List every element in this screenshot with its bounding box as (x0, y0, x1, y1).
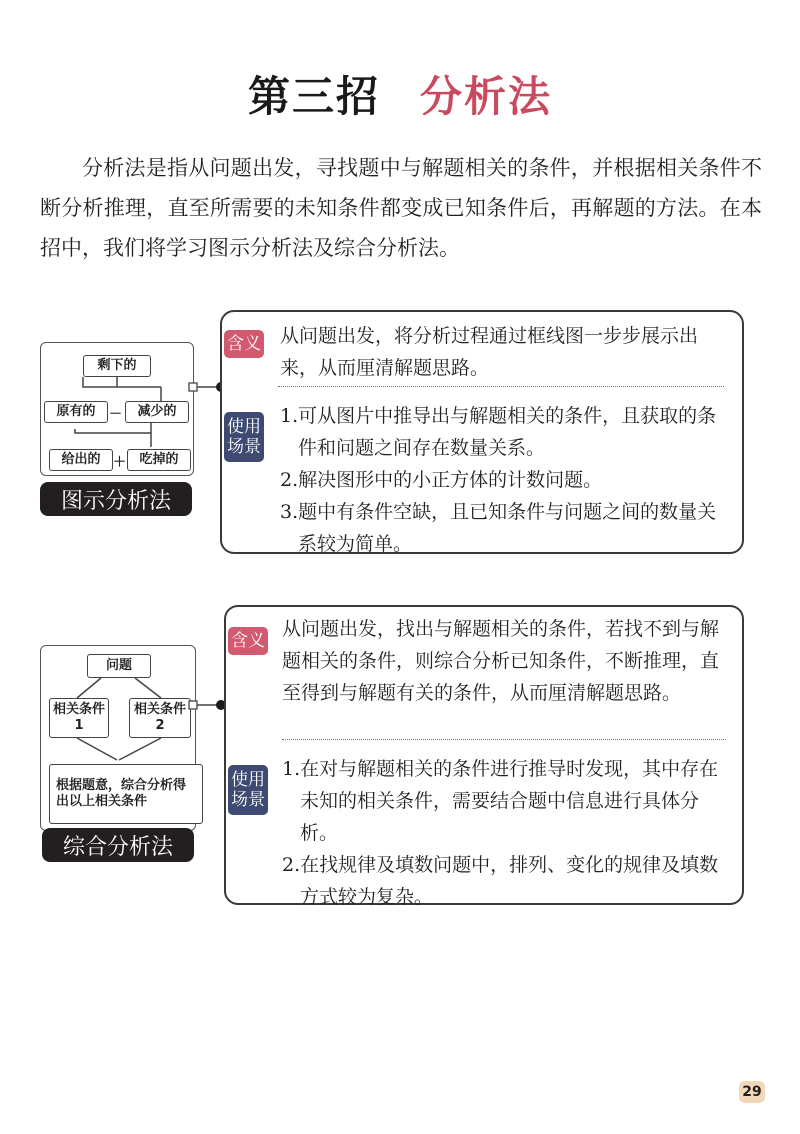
usage-item: 1.在对与解题相关的条件进行推导时发现，其中存在未知的相关条件，需要结合题中信息进行具体分析。 (282, 758, 719, 844)
box-condition-1: 相关条件 1 (49, 698, 109, 738)
intro-paragraph: 分析法是指从问题出发，寻找题中与解题相关的条件，并根据相关条件不断分析推理，直至所需要的未知条件都变成已知条件后，再解题的方法。在本招中，我们将学习图示分析法及综合分析法。 (40, 156, 762, 260)
box-remaining: 剩下的 (83, 355, 151, 377)
method1-usage-list (280, 400, 730, 560)
method2-card (224, 605, 744, 908)
box-given: 给出的 (49, 449, 113, 471)
usage-tag-label: 使用场景 (227, 417, 261, 457)
diagram-method2 (40, 645, 196, 831)
method1-card (220, 310, 744, 554)
usage-item: 1.可从图片中推导出与解题相关的条件，且获取的条件和问题之间存在数量关系。 (280, 405, 717, 459)
box-reduced: 减少的 (125, 401, 189, 423)
box-question: 问题 (87, 654, 151, 678)
meaning-tag: 含义 (228, 627, 268, 655)
method2-usage-list (282, 753, 730, 913)
box-original: 原有的 (44, 401, 108, 423)
method2-name-badge: 综合分析法 (42, 828, 194, 862)
chapter-number: 第三招 (247, 72, 380, 121)
page-title (0, 64, 800, 124)
usage-tag (228, 765, 268, 815)
chapter-name: 分析法 (420, 72, 553, 121)
minus-sign: － (109, 407, 123, 422)
box-condition-2: 相关条件 2 (129, 698, 191, 738)
usage-tag (224, 412, 264, 462)
usage-item: 2.解决图形中的小正方体的计数问题。 (280, 469, 603, 491)
separator (282, 739, 726, 740)
separator (278, 386, 724, 387)
method2-meaning: 从问题出发，找出与解题相关的条件，若找不到与解题相关的条件，则综合分析已知条件，不断推理，直至得到与解题有关的条件，从而厘清解题思路。 (282, 618, 720, 704)
diagram-method1 (40, 342, 194, 476)
method1-meaning: 从问题出发，将分析过程通过框线图一步步展示出来，从而厘清解题思路。 (280, 325, 699, 379)
box-eaten: 吃掉的 (127, 449, 191, 471)
usage-tag-label: 使用场景 (231, 770, 265, 810)
meaning-tag: 含义 (224, 330, 264, 358)
usage-item: 3.题中有条件空缺，且已知条件与问题之间的数量关系较为简单。 (280, 501, 717, 555)
page-number: 29 (739, 1081, 765, 1103)
usage-item: 2.在找规律及填数问题中，排列、变化的规律及填数方式较为复杂。 (282, 854, 719, 908)
connector-line-2 (188, 699, 228, 713)
method1-name-badge: 图示分析法 (40, 482, 192, 516)
plus-sign: ＋ (113, 455, 127, 470)
box-synthesis: 根据题意，综合分析得出以上相关条件 (49, 764, 203, 824)
